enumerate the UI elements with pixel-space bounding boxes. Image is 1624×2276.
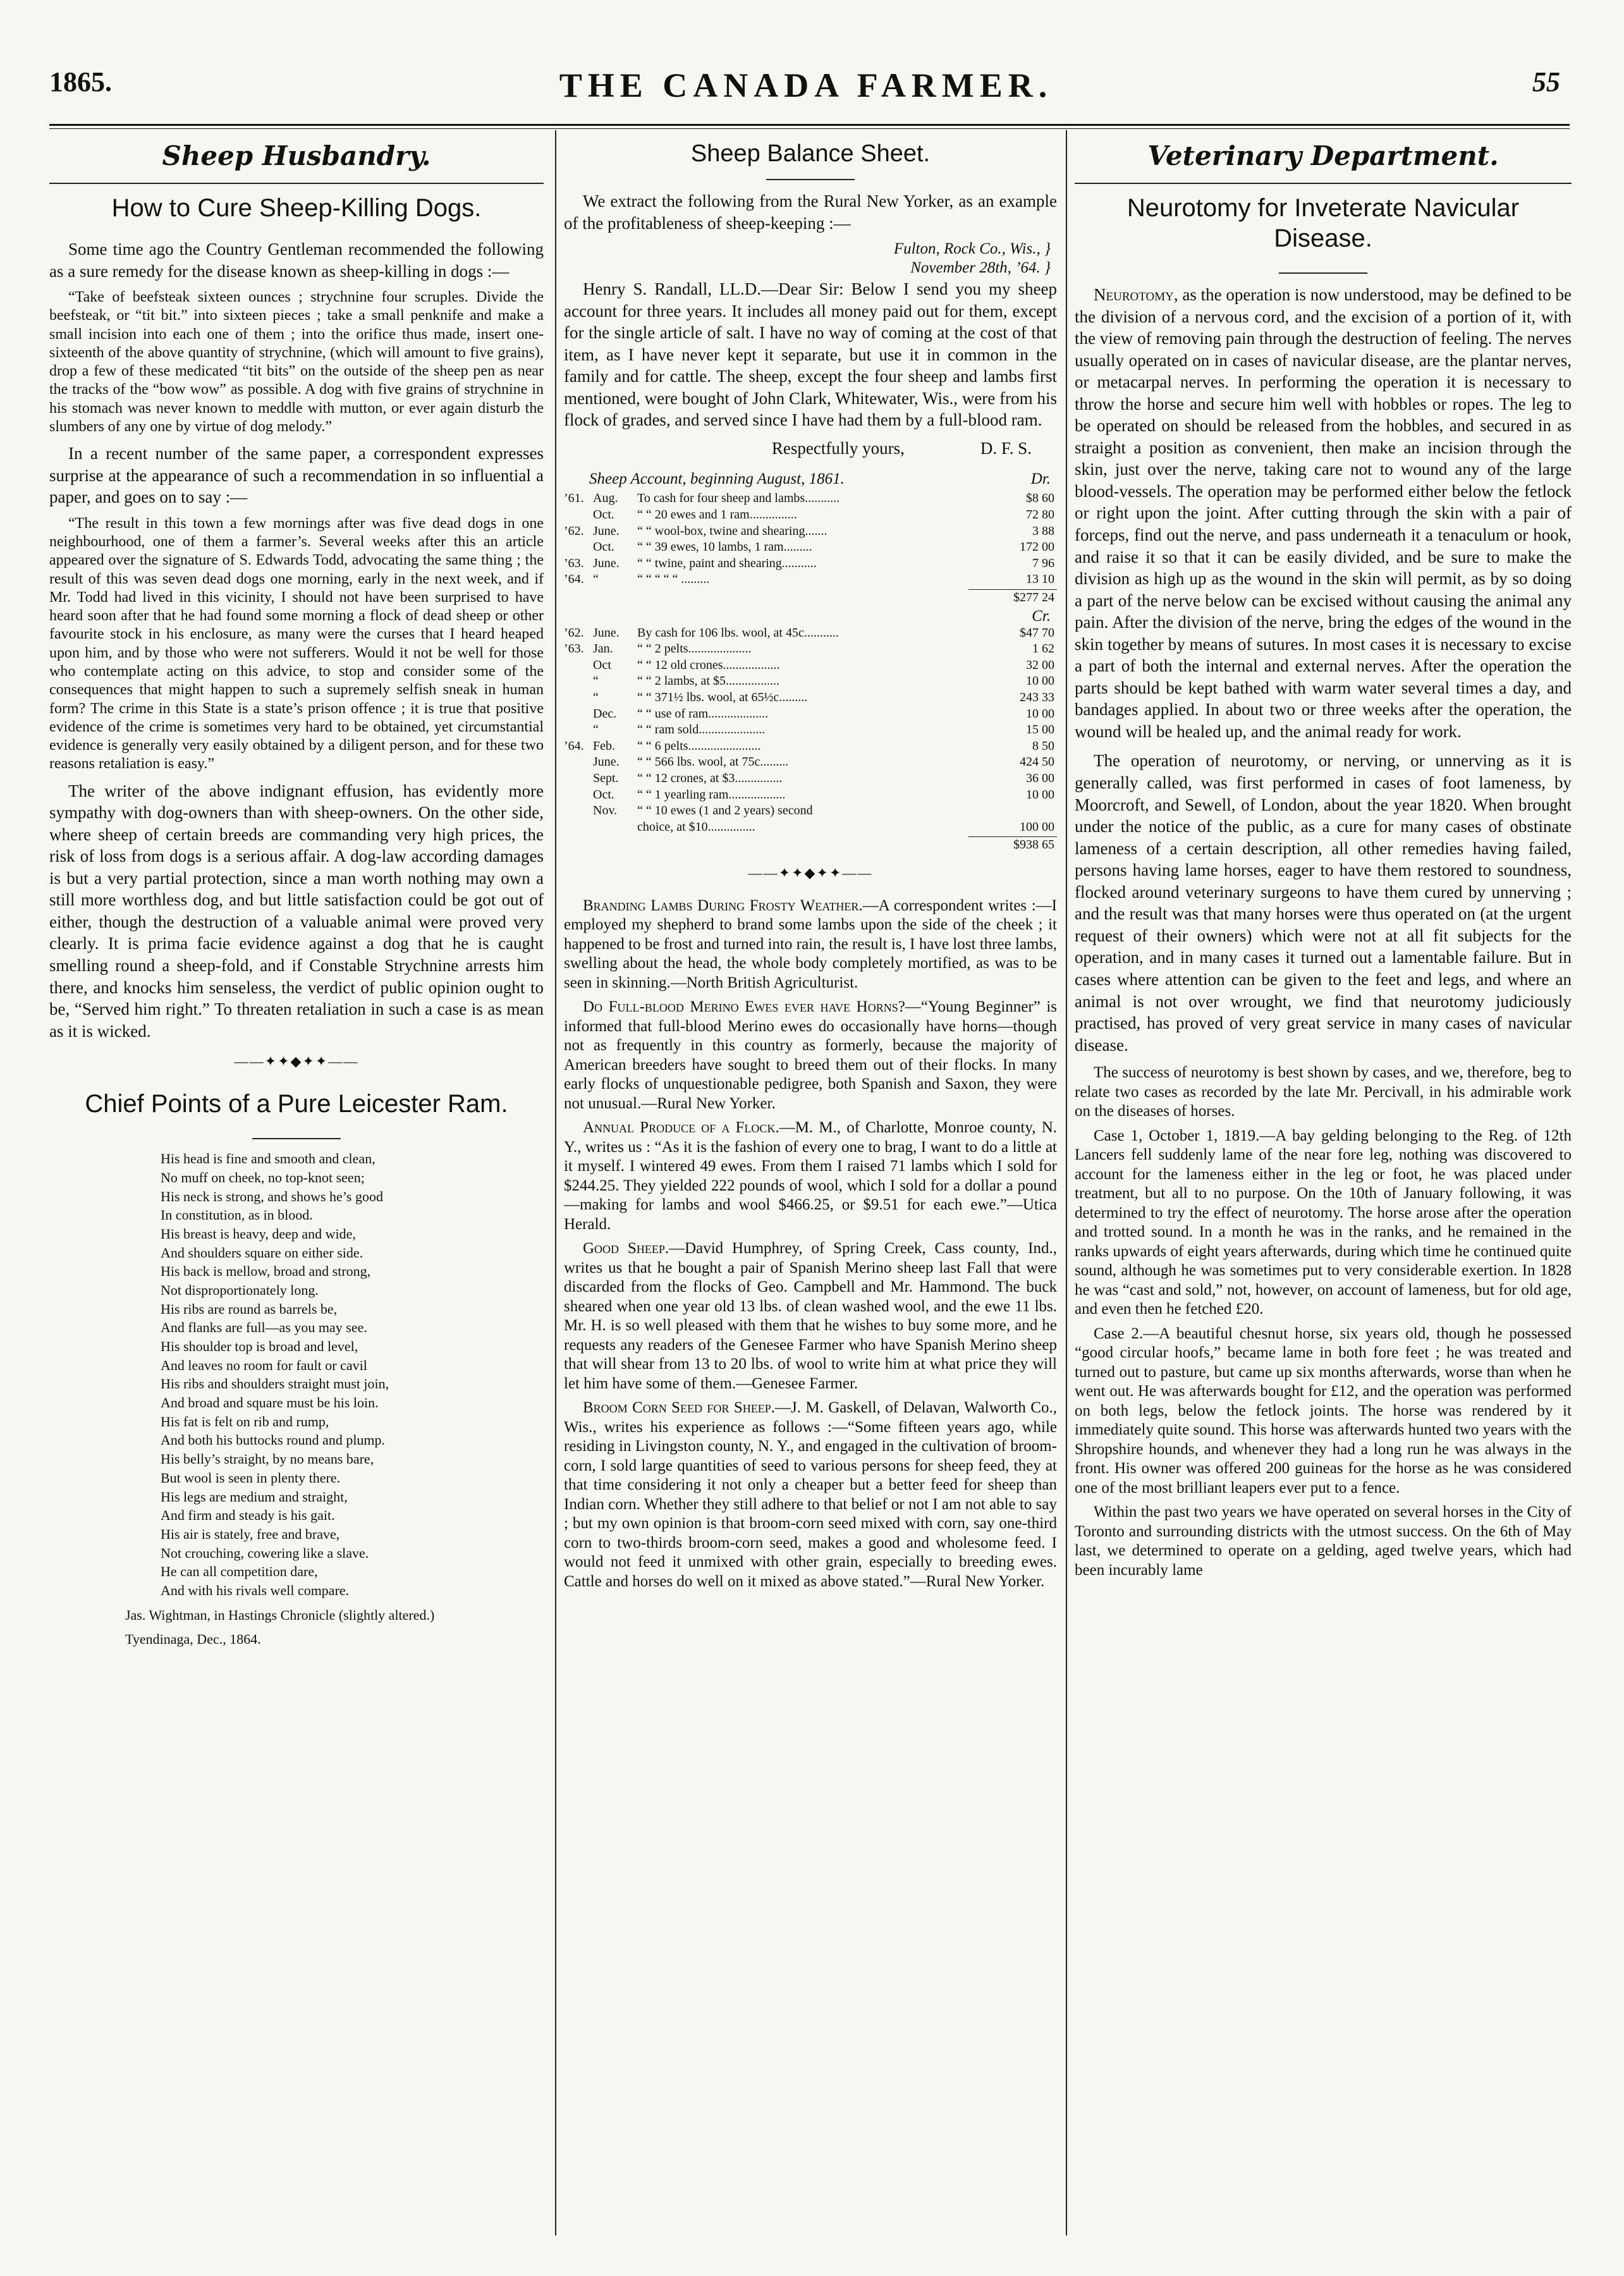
poem-line: And firm and steady is his gait. — [161, 1507, 335, 1524]
account-row — [564, 722, 1057, 738]
debit-rows — [564, 491, 1057, 588]
entry-amount: 172 00 — [1020, 540, 1054, 554]
page-number: 55 — [1532, 66, 1560, 97]
entry-month: Sept. — [593, 771, 619, 785]
department-heading: Sheep Husbandry. — [162, 140, 431, 171]
account-row — [564, 641, 1057, 658]
paragraph: Within the past two years we have operated on several horses in the City of Toronto and surrounding districts with the utmost success. On the 6th of May last, we determined to operate on a gelding, aged twelve years, which had been incurably lame — [1075, 1503, 1572, 1579]
poem-line: His ribs and shoulders straight must join, — [161, 1376, 389, 1392]
debit-total: $277 24 — [968, 589, 1057, 606]
account-title: Sheep Account, beginning August, 1861. — [589, 470, 845, 488]
entry-year — [564, 690, 593, 706]
title-rule — [766, 179, 855, 180]
poem-line: No muff on cheek, no top-knot seen; — [161, 1169, 365, 1185]
column-sheep-husbandry — [49, 134, 544, 1649]
entry-year — [564, 819, 593, 836]
item-text: —“Young Beginner” is informed that full-blood Merino ewes do occasionally have horns—though not as frequently in this country as formerly, because the majority of American breeders have sought to breed them out of their flocks. In many early flocks of unquestionable pedigree, both Spanish and Saxon, they were not unusual.—Rural New Yorker. — [564, 998, 1057, 1112]
entry-amount: 3 88 — [1032, 523, 1054, 538]
title-rule — [252, 1138, 341, 1139]
poem-line: His head is fine and smooth and clean, — [161, 1151, 375, 1167]
poem-line: His ribs are round as barrels be, — [161, 1300, 338, 1317]
case-paragraph: Case 1, October 1, 1819.—A bay gelding belonging to the Reg. of 12th Lancers fell suddenly lame of the near fore leg, nothing was discovered to account for the lameness either in the leg or foot, he was placed under treatment, but all to no purpose. On the 10th of January following, it was determined to try the effect of neurotomy. The horse arose after the operation and trotted sound. In a month he was in the ranks, and he remained in the ranks upwards of eight years afterwards, during which time he continued quite sound, although he was sometimes put to very considerable exertion. In 1828 he was “cast and sold,” not, however, on account of lameness, but for old age, and even then he fetched £20. — [1075, 1127, 1572, 1318]
entry-year: ’62. — [564, 523, 584, 538]
ornament-divider: ——✦✦◆✦✦—— — [748, 864, 873, 881]
entry-year: ’63. — [564, 556, 584, 570]
poem-credit: Jas. Wightman, in Hastings Chronicle (slightly altered.) — [125, 1606, 435, 1623]
poem-line: And with his rivals well compare. — [161, 1582, 350, 1598]
issue-year: 1865. — [49, 66, 112, 97]
heading-rule — [49, 183, 544, 184]
item-heading: Broom Corn Seed for Sheep. — [583, 1399, 775, 1417]
entry-month: Jan. — [593, 642, 613, 656]
lead-word: Neurotomy, — [1094, 285, 1178, 304]
closing-text: Respectfully yours, — [771, 438, 905, 458]
news-item — [564, 998, 1057, 1113]
account-row — [564, 556, 1057, 572]
ornament-divider: ——✦✦◆✦✦—— — [234, 1053, 359, 1070]
entry-amount: 10 00 — [1026, 787, 1054, 802]
poem-line: His belly’s straight, by no means bare, — [161, 1451, 374, 1467]
poem-line: In constitution, as in blood. — [161, 1207, 313, 1223]
paragraph: The operation of neurotomy, or nerving, or unnerving as it is generally called, was first performed in cases of foot lameness, by Moorcroft, and Sewell, of London, about the year 1820. When brought under the notice of the public, as a cure for many cases of obstinate lameness of a certain description, all other remedies having failed, persons having lame horses, eager to have them restored to soundness, flocked around veterinary surgeons to have them cured by unnerving ; and the result was that many horses were thus operated on (at the urgent request of their owners) which were not at all fit subjects for the operation, and in many cases it turned out a lamentable failure. But in cases where attention can be given to the feet and legs, and where an animal is not over wrought, we find that neurotomy judiciously practised, has proved of very great service in many cases of navicular disease. — [1075, 751, 1572, 1055]
heading-rule — [1075, 183, 1572, 184]
letter-place: Fulton, Rock Co., Wis., } — [893, 240, 1051, 258]
item-heading: Annual Produce of a Flock. — [583, 1119, 779, 1137]
account-row — [564, 572, 1057, 588]
article-title: Chief Points of a Pure Leicester Ram. — [85, 1090, 508, 1118]
sheep-account-table — [564, 469, 1057, 853]
debit-label: Dr. — [1030, 470, 1051, 488]
entry-amount: $8 60 — [1026, 491, 1054, 506]
poem-line: And shoulders square on either side. — [161, 1244, 363, 1261]
masthead — [38, 66, 1574, 116]
entry-year — [564, 754, 593, 771]
poem-line: And broad and square must be his loin. — [161, 1395, 379, 1411]
entry-month: Feb. — [593, 738, 615, 753]
masthead-rule — [49, 124, 1570, 126]
credit-label: Cr. — [1032, 607, 1051, 625]
entry-month: Oct — [593, 658, 611, 672]
entry-year — [564, 787, 593, 804]
account-row — [564, 706, 1057, 723]
entry-description: “ “ 1 yearling ram.................. — [637, 787, 786, 802]
column-divider-2 — [1066, 130, 1067, 2236]
entry-amount: 424 50 — [1020, 755, 1054, 769]
entry-amount: $47 70 — [1020, 625, 1054, 640]
column-sheep-balance-sheet — [564, 134, 1057, 1596]
news-item — [564, 1118, 1057, 1234]
entry-month: Aug. — [593, 491, 618, 506]
entry-amount: 32 00 — [1026, 658, 1054, 672]
article-title: How to Cure Sheep-Killing Dogs. — [111, 194, 482, 222]
entry-amount: 72 80 — [1026, 508, 1054, 522]
item-heading: Do Full-blood Merino Ewes ever have Horns? — [583, 998, 905, 1016]
newspaper-page — [38, 0, 1574, 2276]
item-heading: Branding Lambs During Frosty Weather. — [583, 896, 863, 914]
letter-body: Henry S. Randall, LL.D.—Dear Sir: Below I send you my sheep account for three years. It includes all money paid out for them, except for the single article of salt. I have no way of coming at the cost of that item, as I have never kept it separate, but use it in common in the family and for cattle. The sheep, except the four sheep and lambs first mentioned, were bought of John Clark, Whitewater, Wis., were from his flock of grades, and served since I have had them by a full-blood ram. — [564, 279, 1057, 430]
credit-total: $938 65 — [968, 836, 1057, 854]
entry-month: Dec. — [593, 706, 617, 721]
poem-dateline: Tyendinaga, Dec., 1864. — [125, 1631, 261, 1648]
entry-year — [564, 722, 593, 738]
news-item — [564, 1398, 1057, 1591]
paragraph — [1075, 284, 1572, 742]
entry-description: “ “ 12 crones, at $3............... — [637, 771, 783, 785]
account-row — [564, 690, 1057, 706]
poem-line: He can all competition dare, — [161, 1563, 318, 1580]
entry-year — [564, 706, 593, 723]
entry-amount: 243 33 — [1020, 690, 1054, 704]
entry-month — [593, 819, 637, 836]
poem-line: His shoulder top is broad and level, — [161, 1338, 358, 1355]
entry-description: “ “ 12 old crones.................. — [637, 658, 780, 672]
entry-year — [564, 771, 593, 787]
account-row — [564, 819, 1057, 836]
credit-rows — [564, 625, 1057, 836]
entry-description: “ “ “ “ “ ......... — [637, 572, 710, 587]
entry-description: “ “ 371½ lbs. wool, at 65½c......... — [637, 690, 808, 704]
entry-description: “ “ use of ram................... — [637, 706, 769, 721]
poem-line: His fat is felt on rib and rump, — [161, 1413, 329, 1429]
letter-date: November 28th, ’64. } — [910, 259, 1051, 277]
entry-year — [564, 673, 593, 690]
item-text: —David Humphrey, of Spring Creek, Cass county, Ind., writes us that he bought a pair of Spanish Merino sheep last Fall that were discarded from the flocks of Geo. Campbell and Mr. Hammond. The buck sheared when one year old 13 lbs. of clean washed wool, and the ewe 11 lbs. Mr. H. is so well pleased with them that he wishes to buy some more, and he requests any readers of the Genesee Farmer who have Spanish Merino sheep that will shear from 13 to 20 lbs. of wool to write him at what price they will let him have some of them.—Genesee Farmer. — [564, 1240, 1057, 1392]
entry-description: choice, at $10............... — [637, 819, 755, 834]
account-row — [564, 491, 1057, 507]
paragraph: In a recent number of the same paper, a correspondent expresses surprise at the appearance of such a recommendation in so influential a paper, and goes on to say :— — [49, 444, 544, 507]
entry-year — [564, 803, 593, 819]
masthead-rule-thin — [49, 128, 1570, 129]
account-row — [564, 738, 1057, 755]
entry-month: June. — [593, 755, 620, 769]
entry-amount: 1 62 — [1032, 642, 1054, 656]
entry-description: “ “ 2 pelts.................... — [637, 642, 752, 656]
poem-line: And flanks are full—as you may see. — [161, 1319, 367, 1336]
column-divider-1 — [555, 130, 556, 2236]
entry-amount: 13 10 — [1026, 572, 1054, 587]
account-row — [564, 539, 1057, 556]
paragraph-text: as the operation is now understood, may be defined to be the division of a nervous cord, and the excision of a portion of it, with the view of removing pain through the destruction of feeling. The nerves usually operated on in cases of navicular disease, are the plantar nerves, or metacarpal nerves. In performing the operation it is necessary to throw the horse and secure him well with hobbles or ropes. The leg to be operated on should be released from the hobbles, and secured in as straight a position as convenient, then make an incision through the skin, just over the nerve, taking care not to wound any of the large blood-vessels. The operation may be performed either below the fetlock or right upon the joint. After cutting through the skin with a pair of forceps, find out the nerve, and pass underneath it a tenaculum or hook, and raise it so that it can be easily divided, and be sure to make the division as high up as the wound in the skin will permit, as by so doing a part of the nerve below can be excised without causing the animal any pain. After the division of the nerve, bring the edges of the wound in the skin together by means of sutures. In most cases it is necessary to excise a part of both the internal and external nerves. After the operation the parts should be kept bathed with warm water several times a day, and bandages applied. In about two or three weeks after the operation, the wound will be healed up, and the animal ready for work. — [1075, 285, 1572, 741]
entry-month: Oct. — [593, 540, 614, 554]
entry-month: “ — [593, 572, 599, 587]
entry-amount: 10 00 — [1026, 674, 1054, 688]
paper-title: THE CANADA FARMER. — [559, 66, 1053, 104]
account-row — [564, 754, 1057, 771]
entry-year — [564, 507, 593, 523]
entry-year: ’64. — [564, 572, 584, 587]
entry-description: “ “ 20 ewes and 1 ram............... — [637, 508, 797, 522]
entry-month: Oct. — [593, 787, 614, 802]
credit-header — [564, 606, 1057, 625]
entry-amount: 7 96 — [1032, 556, 1054, 570]
account-row — [564, 803, 1057, 819]
account-row — [564, 771, 1057, 787]
entry-description: “ “ 39 ewes, 10 lambs, 1 ram......... — [637, 540, 812, 554]
quotation: “The result in this town a few mornings after was five dead dogs in one neighbourhood, one of them a farmer’s. Several weeks after this an article appeared over the signature of S. Edwards Todd, advocating the same thing ; the result of this was seven dead dogs one morning, early in the next week, and if Mr. Todd had lived in this vicinity, I should not have been surprised to have heard soon after that he had found some morning a flock of dead sheep or other favourite stock in his enclosure, as many were the curses that I heard heaped upon him, and by those who were not sufferers. Would it not be well for those who contemplate acting on this advice, to stop and consider some of the consequences that might happen to such a supremely selfish sneak in human form? The crime in this State is a state’s prison offence ; it is true that positive evidence of the crime is sometimes very hard to be obtained, yet circumstantial evidence is generally very easily obtained by a diligent person, and for these two reasons retaliation is easy.” — [49, 515, 544, 773]
account-row — [564, 507, 1057, 523]
poem — [49, 1149, 544, 1600]
item-text: —A correspondent writes :—I employed my shepherd to brand some lambs upon the side of the cheek ; it happened to be frost and turned into rain, the result is, I have lost three lambs, swelling about the head, the whole body completely mortified, as was to be seen in skinning.—North British Agriculturist. — [564, 896, 1057, 991]
news-item — [564, 896, 1057, 993]
poem-line: And both his buttocks round and plump. — [161, 1432, 386, 1448]
item-heading: Good Sheep. — [583, 1240, 669, 1257]
entry-description: To cash for four sheep and lambs........... — [637, 491, 840, 506]
entry-year: ’63. — [564, 642, 584, 656]
case-paragraph: Case 2.—A beautiful chesnut horse, six years old, though he possessed “good circular hoofs,” became lame in both fore feet ; he was treated and turned out to pasture, but came up six months afterwards, worse than when he went out. He was afterwards bought for £12, and the operation was performed on both legs, below the fetlock joints. The horse was rendered by it immediately quite sound. This horse was afterwards hunted two years with the Shropshire hounds, and whenever they had a long run he was always in the front. His owner was offered 200 guineas for the horse as he was considered one of the most brilliant leapers ever put to a fence. — [1075, 1325, 1572, 1496]
news-item — [564, 1239, 1057, 1393]
entry-description: “ “ 10 ewes (1 and 2 years) second — [637, 804, 813, 818]
quotation: “Take of beefsteak sixteen ounces ; strychnine four scruples. Divide the beefsteak, or “tit bit.” into sixteen pieces ; take a small penknife and make a small incision into each one of them ; into the orifice thus made, insert one-sixteenth of the above quantity of strychnine, (which will amount to five grains), drop a few of these medicated “tit bits” on the outside of the sheep pen as near the tracks of the “bow wow” as possible. A dog with five grains of strychnine in his stomach was never known to meddle with mutton, or ever again disturb the slumbers of any one by virtue of dog melody.” — [49, 289, 544, 435]
account-row — [564, 625, 1057, 642]
entry-amount: 8 50 — [1032, 738, 1054, 753]
entry-year: ’62. — [564, 625, 584, 640]
account-row — [564, 673, 1057, 690]
poem-line: His breast is heavy, deep and wide, — [161, 1225, 356, 1242]
paragraph: The success of neurotomy is best shown by cases, and we, therefore, beg to relate two cases as recorded by the late Mr. Percivall, in his admirable work on the diseases of horses. — [1075, 1064, 1572, 1120]
poem-line: And leaves no room for fault or cavil — [161, 1357, 367, 1373]
entry-amount: 100 00 — [1020, 819, 1054, 834]
entry-month: “ — [593, 674, 599, 688]
section-heading: Sheep Balance Sheet. — [690, 140, 931, 167]
paragraph: Some time ago the Country Gentleman recommended the following as a sure remedy for the disease known as sheep-killing in dogs :— — [49, 240, 544, 281]
entry-month: Oct. — [593, 508, 614, 522]
poem-line: His back is mellow, broad and strong, — [161, 1263, 371, 1280]
entry-month: Nov. — [593, 804, 618, 818]
column-veterinary — [1075, 134, 1572, 1585]
entry-year: ’64. — [564, 738, 584, 753]
poem-line: But wool is seen in plenty there. — [161, 1469, 341, 1486]
entry-month: “ — [593, 723, 599, 737]
account-header — [564, 469, 1057, 491]
department-heading: Veterinary Department. — [1147, 140, 1499, 171]
account-row — [564, 523, 1057, 540]
entry-description: “ “ 566 lbs. wool, at 75c......... — [637, 755, 789, 769]
paragraph: We extract the following from the Rural New Yorker, as an example of the profitableness of sheep-keeping :— — [564, 192, 1057, 233]
poem-line: His neck is strong, and shows he’s good — [161, 1188, 383, 1204]
account-row — [564, 658, 1057, 674]
item-text: —M. M., of Charlotte, Monroe county, N. Y., writes us : “As it is the fashion of every one to brag, I want to do a little at it myself. I wintered 49 ewes. From them I raised 71 lambs which I sold for $244.25. They yielded 222 pounds of wool, which I sold for a dollar a pound—making for lambs and wool $466.25, or $9.51 for each ewe.”—Utica Herald. — [564, 1119, 1057, 1233]
poem-line: Not disproportionately long. — [161, 1282, 319, 1298]
entry-month: June. — [593, 523, 620, 538]
entry-month: June. — [593, 625, 620, 640]
item-text: —J. M. Gaskell, of Delavan, Walworth Co., Wis., writes his experience as follows :—“Some fifteen years ago, while residing in Livingston county, N. Y., and engaged in the cultivation of broom-corn, I sold large quantities of seed to various persons for sheep feed, they at that time considering it not only a cheaper but a better feed for sheep than Indian corn. Whether they still adhere to that belief or not I am not able to say ; but my own opinion is that broom-corn seed mixed with corn, say one-third corn to two-thirds broom-corn seed, makes a good and wholesome feed. I would not feed it unmixed with other grain, especially to breeding ewes. Cattle and horses do well on it mixed as above stated.”—Rural New Yorker. — [564, 1399, 1057, 1590]
paragraph: The writer of the above indignant effusion, has evidently more sympathy with dog-owners than with sheep-owners. On the other side, where sheep of certain breeds are commanding very high prices, the risk of loss from dogs is a serious affair. A dog-law according damages is but a very partial protection, since a man worth nothing may own a still more worthless dog, and but little satisfaction could be got out of either, though the destruction of a valuable animal were proved very clearly. It is prima facie evidence against a dog that he is caught smelling round a sheep-fold, and if Constable Strychnine arrests him there, and knocks him senseless, the verdict of public opinion ought to be, “Served him right.” To threaten retaliation in such a case is as mean as it is wicked. — [49, 781, 544, 1041]
entry-description: “ “ ram sold..................... — [637, 723, 766, 737]
entry-amount: 10 00 — [1026, 706, 1054, 721]
article-title: Neurotomy for Inveterate Navicular Disease. — [1126, 194, 1520, 252]
signature-initials: D. F. S. — [980, 438, 1032, 458]
account-row — [564, 787, 1057, 804]
entry-description: “ “ twine, paint and shearing........... — [637, 556, 817, 570]
poem-line: His air is stately, free and brave, — [161, 1526, 340, 1542]
title-rule — [1279, 272, 1367, 274]
entry-description: “ “ 2 lambs, at $5................. — [637, 674, 779, 688]
letter-closing — [564, 437, 1057, 460]
poem-line: Not crouching, cowering like a slave. — [161, 1545, 369, 1561]
entry-amount: 15 00 — [1026, 723, 1054, 737]
entry-year — [564, 539, 593, 556]
entry-month: June. — [593, 556, 620, 570]
entry-description: By cash for 106 lbs. wool, at 45c........... — [637, 625, 839, 640]
entry-year — [564, 658, 593, 674]
entry-description: “ “ wool-box, twine and shearing....... — [637, 523, 827, 538]
poem-line: His legs are medium and straight, — [161, 1488, 348, 1505]
entry-description: “ “ 6 pelts....................... — [637, 738, 761, 753]
entry-amount — [994, 803, 1057, 819]
entry-amount: 36 00 — [1026, 771, 1054, 785]
entry-month: “ — [593, 690, 599, 704]
entry-year: ’61. — [564, 491, 584, 506]
